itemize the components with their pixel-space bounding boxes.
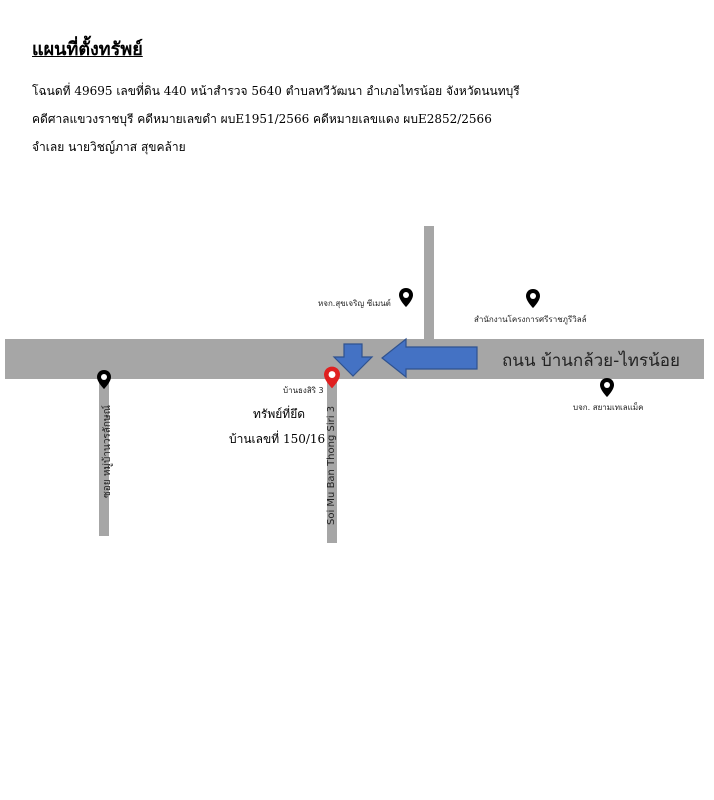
page-title: แผนที่ตั้งทรัพย์ bbox=[32, 39, 143, 60]
map-pin-icon bbox=[399, 288, 413, 308]
property-label: ทรัพย์ที่ยึด bbox=[253, 407, 306, 421]
property-pin-icon bbox=[324, 366, 340, 390]
main-road-label: ถนน บ้านกล้วย-ไทรน้อย bbox=[502, 351, 680, 371]
case-info: คดีศาลแขวงราชบุรี คดีหมายเลขดำ ผบE1951/2566 คดีหมายเลขแดง ผบE2852/2566 bbox=[32, 112, 492, 126]
poi-project-label: สำนักงานโครงการศรีราชภูรีวิลล์ bbox=[474, 315, 587, 324]
poi-village-label: บ้านธงสิริ 3 bbox=[283, 386, 324, 395]
poi-company-label: บจก. สยามเทเลแม็ค bbox=[573, 403, 644, 412]
left-arrow-icon bbox=[382, 339, 477, 377]
map-pin-icon bbox=[97, 370, 111, 390]
soi-west-label: ซอย หมู่บ้านวรลักษณ์ bbox=[102, 405, 113, 498]
house-number-label: บ้านเลขที่ 150/16 bbox=[229, 432, 326, 446]
map-pin-icon bbox=[526, 289, 540, 309]
deed-info: โฉนดที่ 49695 เลขที่ดิน 440 หน้าสำรวจ 5640 ตำบลทวีวัฒนา อำเภอไทรน้อย จังหวัดนนทบุรี bbox=[32, 84, 520, 98]
map-pin-icon bbox=[600, 378, 614, 398]
defendant-info: จำเลย นายวิชญ์ภาส สุขคล้าย bbox=[32, 140, 186, 154]
soi-south-label: Soi Mu Ban Thong Siri 3 bbox=[326, 405, 337, 525]
poi-concrete-label: หจก.สุขเจริญ ซีเมนต์ bbox=[318, 299, 391, 308]
